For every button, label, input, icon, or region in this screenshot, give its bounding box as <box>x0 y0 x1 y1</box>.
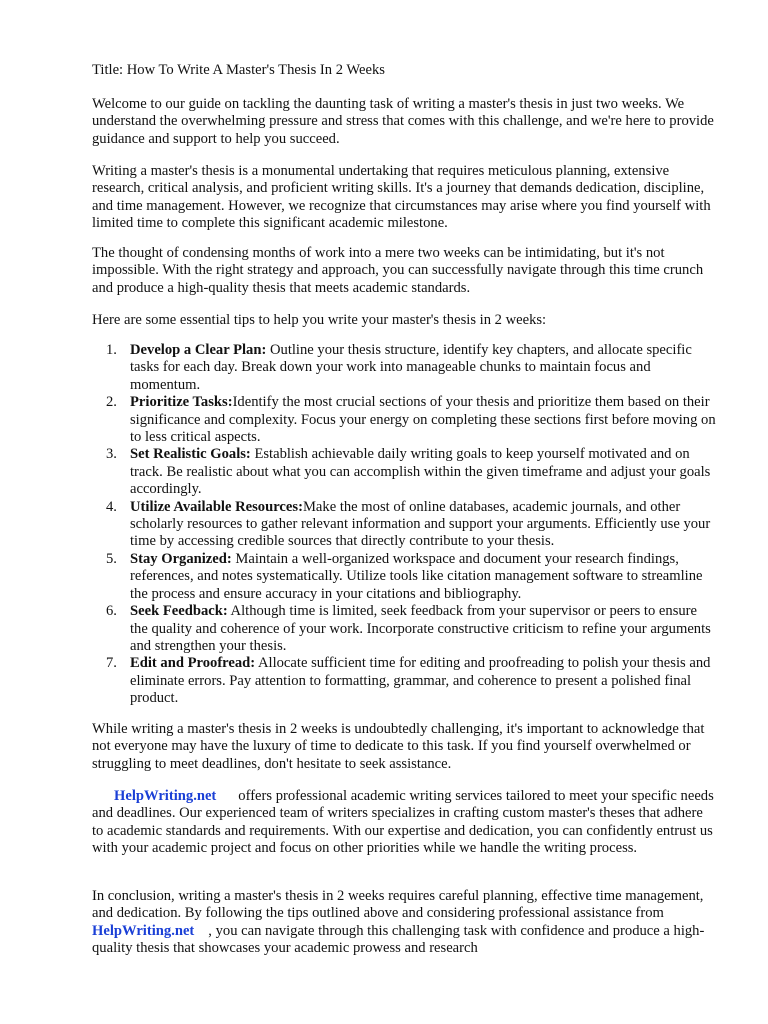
tips-list <box>92 342 716 708</box>
tip-term: Prioritize Tasks: <box>130 394 233 411</box>
tip-text: Make the most of online databases, academic journals, and other scholarly resources to gather relevant information and support your arguments. Efficiently use your time by accessing credible sources that directly contribute to your thesis. <box>130 498 711 550</box>
intro-paragraph-1: Welcome to our guide on tackling the daunting task of writing a master's thesis in just two weeks. We understand the overwhelming pressure and stress that comes with this challenge, and we're here to provide guidance and support to help you succeed. <box>92 96 714 147</box>
assistance-paragraph: While writing a master's thesis in 2 weeks is undoubtedly challenging, it's important to acknowledge that not everyone may have the luxury of time to dedicate to this task. If you find yourself overwhelmed or struggling to meet deadlines, don't hesitate to seek assistance. <box>92 721 705 772</box>
tip-term: Edit and Proofread: <box>130 655 256 672</box>
service-text: offers professional academic writing services tailored to meet your specific needs and deadlines. Our experienced team of writers specializes in crafting custom master's theses that adhere to academic standards and requirements. With our expertise and dedication, you can confidently entrust us with your academic project and focus on other priorities while we handle the writing process. <box>92 788 714 857</box>
helpwriting-link[interactable]: HelpWriting.net <box>114 788 217 804</box>
service-paragraph <box>92 788 716 858</box>
tips-intro: Here are some essential tips to help you write your master's thesis in 2 weeks: <box>92 312 547 328</box>
tip-item <box>106 603 716 655</box>
tip-term: Stay Organized: <box>130 550 232 567</box>
tip-number: 5. <box>106 550 117 567</box>
tip-number: 6. <box>106 603 117 620</box>
tip-term: Utilize Available Resources: <box>130 498 303 515</box>
tip-item <box>106 342 716 394</box>
tip-text: Allocate sufficient time for editing and proofreading to polish your thesis and eliminate errors. Pay attention to formatting, grammar, and coherence to present a polished final product. <box>130 655 711 707</box>
tip-number: 4. <box>106 498 117 515</box>
tip-item <box>106 498 716 551</box>
tip-item <box>106 446 716 498</box>
intro-paragraph-2: Writing a master's thesis is a monumental undertaking that requires meticulous planning, extensive research, critical analysis, and proficient writing skills. It's a journey that demands dedication, discipline, and time management. However, we recognize that circumstances may arise where you find yourself with limited time to complete this significant academic milestone. <box>92 163 711 232</box>
tip-term: Seek Feedback: <box>130 603 228 620</box>
tip-item <box>106 655 716 707</box>
tip-text: Identify the most crucial sections of your thesis and prioritize them based on their significance and complexity. Focus your energy on completing these sections first before moving on to less critical aspects. <box>130 394 716 446</box>
tip-item <box>106 550 716 603</box>
tip-term: Set Realistic Goals: <box>130 446 251 463</box>
document-title: Title: How To Write A Master's Thesis In 2 Weeks <box>92 62 385 78</box>
intro-paragraph-3: The thought of condensing months of work into a mere two weeks can be intimidating, but it's not impossible. With the right strategy and approach, you can successfully navigate through this time crunch and produce a high-quality thesis that meets academic standards. <box>92 245 704 296</box>
conclusion-text-after: , you can navigate through this challenging task with confidence and produce a high-quality thesis that showcases your academic prowess and research <box>92 922 705 957</box>
conclusion-paragraph <box>92 888 716 958</box>
tip-text: Establish achievable daily writing goals to keep yourself motivated and on track. Be realistic about what you can accomplish within the given timeframe and adjust your goals accordingly. <box>130 446 711 498</box>
tip-number: 3. <box>106 446 117 463</box>
tip-text: Maintain a well-organized workspace and document your research findings, references, and notes systematically. Utilize tools like citation management software to streamline the process and ensure accuracy in your citations and bibliography. <box>130 550 703 602</box>
tip-number: 2. <box>106 394 117 411</box>
tip-item <box>106 394 716 446</box>
tip-term: Develop a Clear Plan: <box>130 342 267 358</box>
tip-number: 1. <box>106 342 117 358</box>
conclusion-text-before: In conclusion, writing a master's thesis in 2 weeks requires careful planning, effective time management, and dedication. By following the tips outlined above and considering professional assistance from <box>92 888 704 922</box>
tip-number: 7. <box>106 655 117 672</box>
helpwriting-link-conclusion[interactable]: HelpWriting.net <box>92 922 195 939</box>
tip-text: Outline your thesis structure, identify key chapters, and allocate specific tasks for each day. Break down your work into manageable chunks to maintain focus and momentum. <box>130 342 692 393</box>
tip-text: Although time is limited, seek feedback from your supervisor or peers to ensure the quality and coherence of your work. Incorporate constructive criticism to refine your arguments and strengthen your thesis. <box>130 603 711 654</box>
